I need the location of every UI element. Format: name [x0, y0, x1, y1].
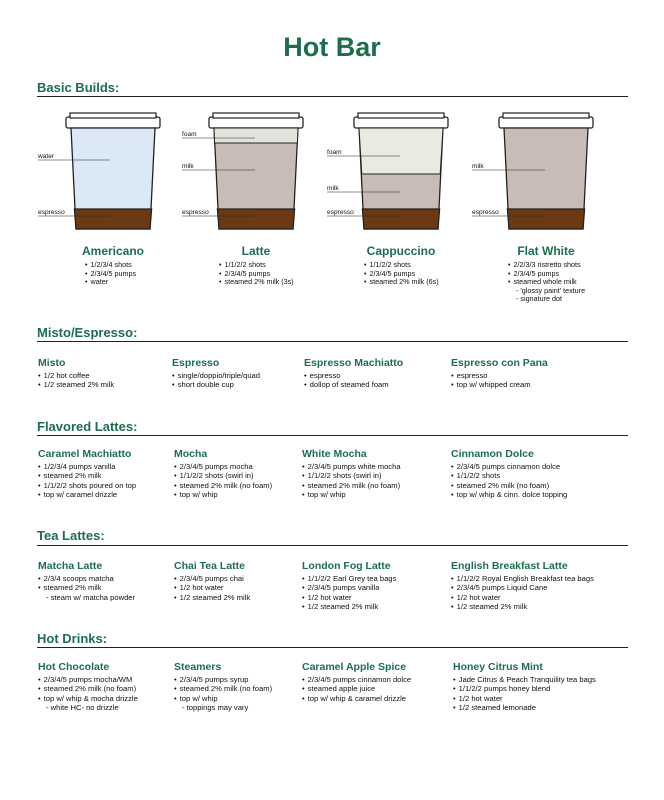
recipe-line: • 1/2 hot coffee — [38, 371, 188, 380]
recipe-line: • steamed 2% milk — [38, 583, 188, 592]
recipe-line: • espresso — [451, 371, 601, 380]
recipe-list — [38, 574, 188, 602]
recipe-list — [219, 261, 294, 287]
recipe-line: - toppings may vary — [182, 703, 249, 713]
recipe-line: • 2/3/4/5 pumps Liquid Cane — [451, 583, 601, 592]
recipe-line: • 1/1/2/2 Earl Grey tea bags — [302, 574, 452, 583]
recipe-line: • 1/1/2/2 Royal English Breakfast tea bags — [451, 574, 601, 583]
espresso-layer — [217, 209, 294, 229]
recipe-line: • steamed 2% milk (no foam) — [174, 481, 324, 490]
drink-name: London Fog Latte — [302, 560, 391, 572]
recipe-list — [38, 675, 188, 713]
recipe-line: • 1/1/2/2 pumps honey blend — [453, 684, 603, 693]
recipe-line: - steam w/ matcha powder — [46, 592, 136, 602]
drink-name: Steamers — [174, 661, 222, 673]
section-heading-tea-lattes: Tea Lattes: — [37, 528, 105, 543]
recipe-line: • 1/1/2/2 shots — [364, 261, 439, 270]
drink-card — [453, 661, 603, 713]
recipe-line: • 2/3/4/5 pumps — [508, 270, 585, 279]
recipe-line: • dollop of steamed foam — [304, 380, 454, 389]
recipe-list — [453, 675, 603, 713]
drink-card — [302, 448, 452, 500]
recipe-line: • 2/3/4/5 pumps white mocha — [302, 462, 452, 471]
recipe-line: • top w/ whip — [174, 490, 324, 499]
recipe-line: • short double cup — [172, 380, 322, 389]
recipe-line: • steamed 2% milk (no foam) — [451, 481, 601, 490]
drink-name: Espresso con Pana — [451, 357, 548, 369]
drink-card — [451, 560, 601, 612]
recipe-list — [172, 371, 322, 390]
drink-name: Hot Chocolate — [38, 661, 110, 673]
recipe-line: • 1/2 hot water — [174, 583, 324, 592]
recipe-line: • 1/2 hot water — [302, 593, 452, 602]
recipe-line: • top w/ whipped cream — [451, 380, 601, 389]
drink-name: Flat White — [517, 244, 575, 258]
drink-name: Honey Citrus Mint — [453, 661, 543, 673]
foam-layer — [214, 128, 298, 143]
recipe-line: • steamed 2% milk (no foam) — [174, 684, 324, 693]
recipe-line: • 1/2 steamed 2% milk — [38, 380, 188, 389]
recipe-list — [451, 371, 601, 390]
drink-name: Latte — [241, 244, 271, 258]
page-title: Hot Bar — [283, 32, 381, 62]
recipe-line: • 2/3/4/5 pumps — [219, 270, 294, 279]
recipe-line: • top w/ whip & caramel drizzle — [302, 694, 452, 703]
recipe-line: • top w/ whip — [302, 490, 452, 499]
drink-name: White Mocha — [302, 448, 367, 460]
cup-label: espresso — [472, 209, 499, 216]
foam-layer — [359, 128, 443, 174]
recipe-line: • top w/ caramel drizzle — [38, 490, 188, 499]
recipe-line: • 1/2 steamed 2% milk — [302, 602, 452, 611]
recipe-list — [508, 261, 585, 304]
recipe-line: • 1/2 steamed 2% milk — [451, 602, 601, 611]
recipe-line: • 1/1/2/2 shots (swirl in) — [174, 471, 324, 480]
section-divider — [37, 96, 628, 97]
cup-diagrams — [0, 104, 664, 236]
drink-name: Matcha Latte — [38, 560, 103, 572]
recipe-line: • 1/2/3/4 shots — [85, 261, 136, 270]
section-heading-flavored-lattes: Flavored Lattes: — [37, 419, 138, 434]
cup-label: water — [38, 153, 55, 160]
recipe-line: • 1/2 hot water — [451, 593, 601, 602]
cup-label: milk — [472, 163, 484, 170]
drink-name: Espresso Machiatto — [304, 357, 404, 369]
espresso-layer — [507, 209, 584, 229]
cup-label: espresso — [38, 209, 65, 216]
recipe-list — [302, 574, 452, 612]
recipe-list — [85, 261, 136, 287]
drink-name: Espresso — [172, 357, 220, 369]
recipe-line: • 1/1/2/2 shots — [451, 471, 601, 480]
recipe-line: • 2/3/4/5 pumps chai — [174, 574, 324, 583]
cup-label: foam — [182, 131, 197, 138]
drink-card — [38, 357, 188, 390]
recipe-line: • water — [85, 278, 136, 287]
drink-name: Misto — [38, 357, 66, 369]
recipe-line: • 2/3/4/5 pumps mocha — [174, 462, 324, 471]
recipe-line: • 1/2 steamed 2% milk — [174, 593, 324, 602]
section-divider — [37, 435, 628, 436]
recipe-line: • steamed 2% milk — [38, 471, 188, 480]
drink-card — [302, 661, 452, 703]
drink-card — [451, 448, 601, 500]
recipe-line: • 2/3/4/5 pumps cinnamon dolce — [451, 462, 601, 471]
recipe-list — [451, 574, 601, 612]
section-heading-hot-drinks: Hot Drinks: — [37, 631, 108, 646]
recipe-line: • 2/2/3/3 ristretto shots — [508, 261, 585, 270]
drink-card — [304, 357, 454, 390]
recipe-line: • top w/ whip & cinn. dolce topping — [451, 490, 601, 499]
recipe-list — [364, 261, 439, 287]
recipe-line: • steamed 2% milk (3s) — [219, 278, 294, 287]
drink-card — [302, 560, 452, 612]
recipe-list — [38, 371, 188, 390]
recipe-line: • steamed apple juice — [302, 684, 452, 693]
recipe-line: • single/doppio/triple/quad — [172, 371, 322, 380]
drink-name: Caramel Apple Spice — [302, 661, 407, 673]
recipe-line: • Jade Citrus & Peach Tranquility tea bags — [453, 675, 603, 684]
drink-name: Americano — [81, 244, 145, 258]
cup-label: foam — [327, 149, 342, 156]
recipe-list — [302, 462, 452, 500]
recipe-line: • 2/3/4 scoops matcha — [38, 574, 188, 583]
cup-label: milk — [182, 163, 194, 170]
recipe-line: • 1/1/2/2 shots — [219, 261, 294, 270]
drink-name: Cappuccino — [366, 244, 436, 258]
drink-card — [38, 560, 188, 602]
recipe-line: • 2/3/4/5 pumps cinnamon dolce — [302, 675, 452, 684]
recipe-line: • 1/1/2/2 shots poured on top — [38, 481, 188, 490]
recipe-line: - signature dot — [516, 294, 562, 304]
recipe-line: • 1/2/3/4 pumps vanilla — [38, 462, 188, 471]
drink-card — [38, 448, 188, 500]
drink-name: Mocha — [174, 448, 208, 460]
recipe-line: • 2/3/4/5 pumps vanilla — [302, 583, 452, 592]
drink-card — [172, 357, 322, 390]
recipe-line: • 1/2 hot water — [453, 694, 603, 703]
recipe-list — [304, 371, 454, 390]
recipe-line: - 'glossy paint' texture — [516, 285, 586, 295]
recipe-line: • 1/2 steamed lemonade — [453, 703, 603, 712]
recipe-line: • top w/ whip — [174, 694, 324, 703]
drink-card — [38, 661, 188, 713]
cup-label: espresso — [327, 209, 354, 216]
drink-name: Chai Tea Latte — [174, 560, 245, 572]
cup-label: espresso — [182, 209, 209, 216]
section-divider — [37, 341, 628, 342]
recipe-list — [38, 462, 188, 500]
section-heading-basic-builds: Basic Builds: — [37, 80, 120, 95]
drink-name: Cinnamon Dolce — [451, 448, 534, 460]
recipe-line: • 1/1/2/2 shots (swirl in) — [302, 471, 452, 480]
drink-card — [451, 357, 601, 390]
espresso-layer — [362, 209, 439, 229]
recipe-line: • steamed 2% milk (no foam) — [302, 481, 452, 490]
recipe-list — [302, 675, 452, 703]
recipe-line: • 2/3/4/5 pumps — [364, 270, 439, 279]
recipe-line: • espresso — [304, 371, 454, 380]
section-divider — [37, 545, 628, 546]
recipe-line: • 2/3/4/5 pumps syrup — [174, 675, 324, 684]
drink-name: Caramel Machiatto — [38, 448, 132, 460]
section-divider — [37, 647, 628, 648]
espresso-layer — [74, 209, 151, 229]
recipe-line: • steamed 2% milk (6s) — [364, 278, 439, 287]
cup-label: milk — [327, 185, 339, 192]
recipe-line: • steamed whole milk — [508, 278, 585, 287]
recipe-line: • 2/3/4/5 pumps mocha/WM — [38, 675, 188, 684]
cup-lid — [66, 117, 160, 128]
recipe-line: • top w/ whip & mocha drizzle — [38, 694, 188, 703]
recipe-list — [451, 462, 601, 500]
recipe-line: • 2/3/4/5 pumps — [85, 270, 136, 279]
recipe-line: - white HC- no drizzle — [46, 703, 119, 713]
recipe-line: • steamed 2% milk (no foam) — [38, 684, 188, 693]
section-heading-misto-espresso: Misto/Espresso: — [37, 325, 138, 340]
drink-name: English Breakfast Latte — [451, 560, 568, 572]
